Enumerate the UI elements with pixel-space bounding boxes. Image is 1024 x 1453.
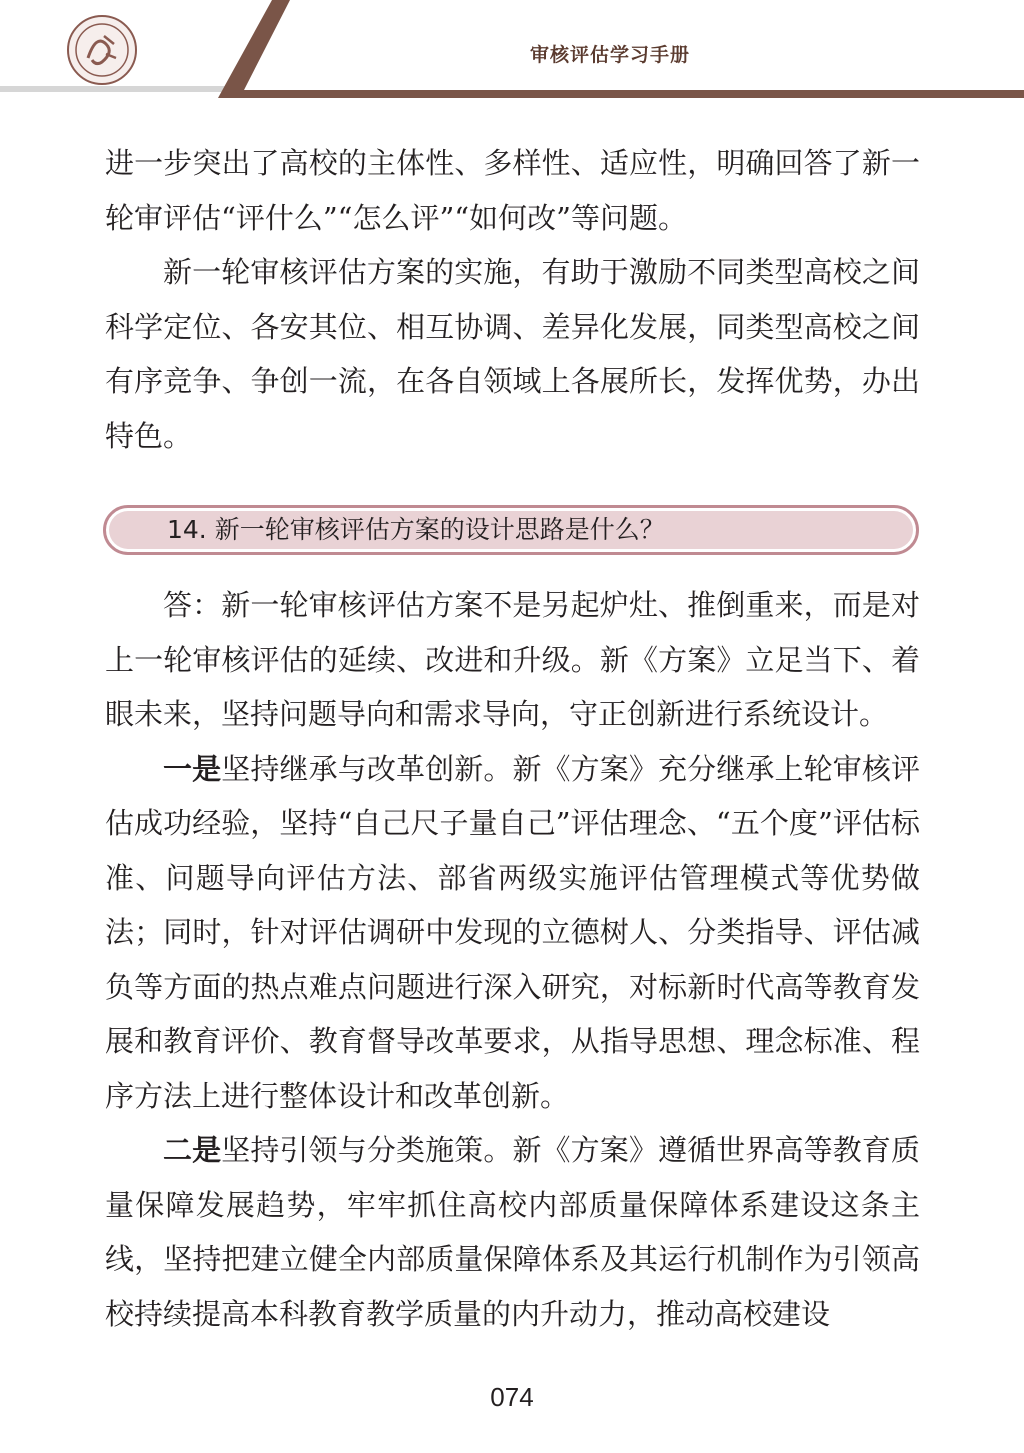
page-number: 074	[490, 1382, 534, 1412]
university-seal-icon	[66, 14, 138, 86]
answer-paragraph-1: 答：新一轮审核评估方案不是另起炉灶、推倒重来，而是对上一轮审核评估的延续、改进和升级。新《方案》立足当下、着眼未来，坚持问题导向和需求导向，守正创新进行系统设计。	[105, 588, 920, 731]
answer-paragraph-2	[105, 742, 920, 1124]
intro-paragraph-1: 进一步突出了高校的主体性、多样性、适应性，明确回答了新一轮审评估“评什么”“怎么评”“如何改”等问题。	[105, 146, 920, 235]
point-one-text: 坚持继承与改革创新。新《方案》充分继承上轮审核评估成功经验，坚持“自己尺子量自己”评估理念、“五个度”评估标准、问题导向评估方法、部省两级实施评估管理模式等优势做法；同时，针对评估调研中发现的立德树人、分类指导、评估减负等方面的热点难点问题进行深入研究，对标新时代高等教育发展和教育评价、教育督导改革要求，从指导思想、理念标准、程序方法上进行整体设计和改革创新。	[105, 751, 920, 1113]
handbook-title: 审核评估学习手册	[529, 44, 690, 66]
point-two-text: 坚持引领与分类施策。新《方案》遵循世界高等教育质量保障发展趋势，牢牢抓住高校内部质量保障体系建设这条主线，坚持把建立健全内部质量保障体系及其运行机制作为引领高校持续提高本科教育教学质量的内升动力，推动高校建设	[105, 1133, 920, 1331]
answer-section	[105, 578, 920, 1341]
question-heading: 14. 新一轮审核评估方案的设计思路是什么？	[109, 511, 913, 549]
page-header	[0, 0, 1024, 100]
intro-paragraph-2: 新一轮审核评估方案的实施，有助于激励不同类型高校之间科学定位、各安其位、相互协调、差异化发展，同类型高校之间有序竞争、争创一流，在各自领域上各展所长，发挥优势，办出特色。	[105, 255, 920, 453]
point-one-label: 一是	[163, 751, 222, 786]
question-heading-box	[103, 505, 919, 555]
intro-section	[105, 136, 920, 463]
answer-paragraph-3	[105, 1123, 920, 1341]
point-two-label: 二是	[163, 1133, 222, 1167]
